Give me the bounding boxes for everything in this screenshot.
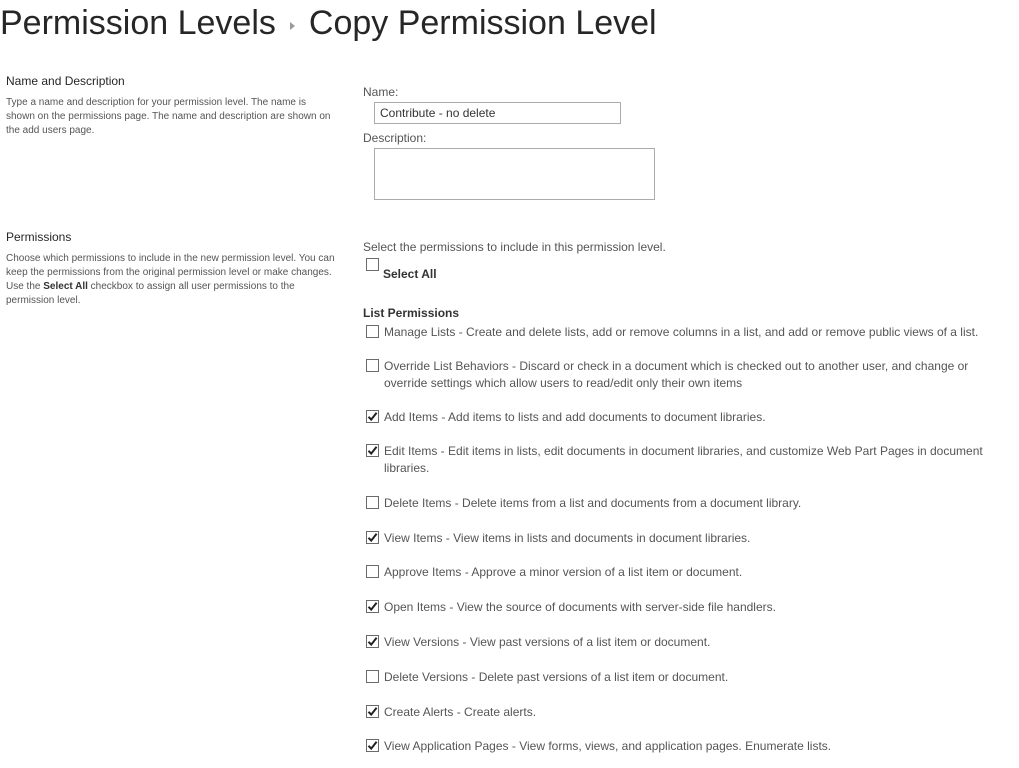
permissions-section-description — [6, 252, 336, 308]
delete-versions-label[interactable]: Delete Versions - Delete past versions of a list item or document. — [384, 670, 729, 684]
permissions-intro: Select the permissions to include in this permission level. — [363, 240, 666, 254]
approve-items-checkbox[interactable] — [366, 565, 379, 578]
edit-items-label[interactable]: Edit Items - Edit items in lists, edit documents in document libraries, and customize Web Part Pages in document libraries. — [384, 444, 983, 475]
permissions-section-title: Permissions — [6, 230, 72, 244]
select-all-checkbox[interactable] — [366, 258, 379, 271]
checkmark-icon — [366, 739, 379, 752]
name-section-description: Type a name and description for your permission level. The name is shown on the permissions page. The name and description are shown on the add users page. — [6, 97, 331, 136]
create-alerts-checkbox[interactable] — [366, 705, 379, 718]
delete-items-label[interactable]: Delete Items - Delete items from a list and documents from a document library. — [384, 496, 802, 510]
view-application-pages-checkbox[interactable] — [366, 739, 379, 752]
page-title — [0, 0, 657, 46]
delete-items-checkbox[interactable] — [366, 496, 379, 509]
name-section-title: Name and Description — [6, 74, 125, 88]
name-input[interactable] — [374, 102, 621, 124]
approve-items-label[interactable]: Approve Items - Approve a minor version of a list item or document. — [384, 565, 743, 579]
open-items-label[interactable]: Open Items - View the source of documents with server-side file handlers. — [384, 600, 776, 614]
create-alerts-label[interactable]: Create Alerts - Create alerts. — [384, 705, 537, 719]
delete-versions-checkbox[interactable] — [366, 670, 379, 683]
description-label: Description: — [363, 131, 427, 145]
description-textarea[interactable] — [374, 148, 655, 200]
permissions-description-text: Choose which permissions to include in the new permission level. You can keep the permissions from the original permission level or make changes. Use the — [6, 253, 335, 292]
checkmark-icon — [366, 531, 379, 544]
view-items-checkbox[interactable] — [366, 531, 379, 544]
view-items-label[interactable]: View Items - View items in lists and documents in document libraries. — [384, 531, 751, 545]
view-application-pages-label[interactable]: View Application Pages - View forms, views, and application pages. Enumerate lists. — [384, 739, 832, 753]
override-list-behaviors-checkbox[interactable] — [366, 359, 379, 372]
checkmark-icon — [366, 705, 379, 718]
breadcrumb-parent-link[interactable]: Permission Levels — [0, 3, 276, 42]
list-permissions-heading: List Permissions — [363, 306, 460, 320]
view-versions-label[interactable]: View Versions - View past versions of a list item or document. — [384, 635, 711, 649]
edit-items-checkbox[interactable] — [366, 444, 379, 457]
breadcrumb-separator-icon — [290, 22, 295, 30]
add-items-label[interactable]: Add Items - Add items to lists and add documents to document libraries. — [384, 410, 766, 424]
view-versions-checkbox[interactable] — [366, 635, 379, 648]
name-label: Name: — [363, 85, 399, 99]
manage-lists-label[interactable]: Manage Lists - Create and delete lists, add or remove columns in a list, and add or remove public views of a list. — [384, 325, 979, 339]
checkmark-icon — [366, 600, 379, 613]
manage-lists-checkbox[interactable] — [366, 325, 379, 338]
override-list-behaviors-label[interactable]: Override List Behaviors - Discard or check in a document which is checked out to another user, and change or override settings which allow users to read/edit only their own items — [384, 359, 969, 390]
checkmark-icon — [366, 410, 379, 423]
open-items-checkbox[interactable] — [366, 600, 379, 613]
select-all-label[interactable]: Select All — [383, 267, 437, 281]
checkmark-icon — [366, 444, 379, 457]
add-items-checkbox[interactable] — [366, 410, 379, 423]
permissions-description-text-end: checkbox to assign all user permissions to the permission level. — [6, 281, 295, 306]
permissions-description-select-all: Select All — [43, 281, 88, 292]
checkmark-icon — [366, 635, 379, 648]
breadcrumb-current: Copy Permission Level — [308, 3, 657, 42]
